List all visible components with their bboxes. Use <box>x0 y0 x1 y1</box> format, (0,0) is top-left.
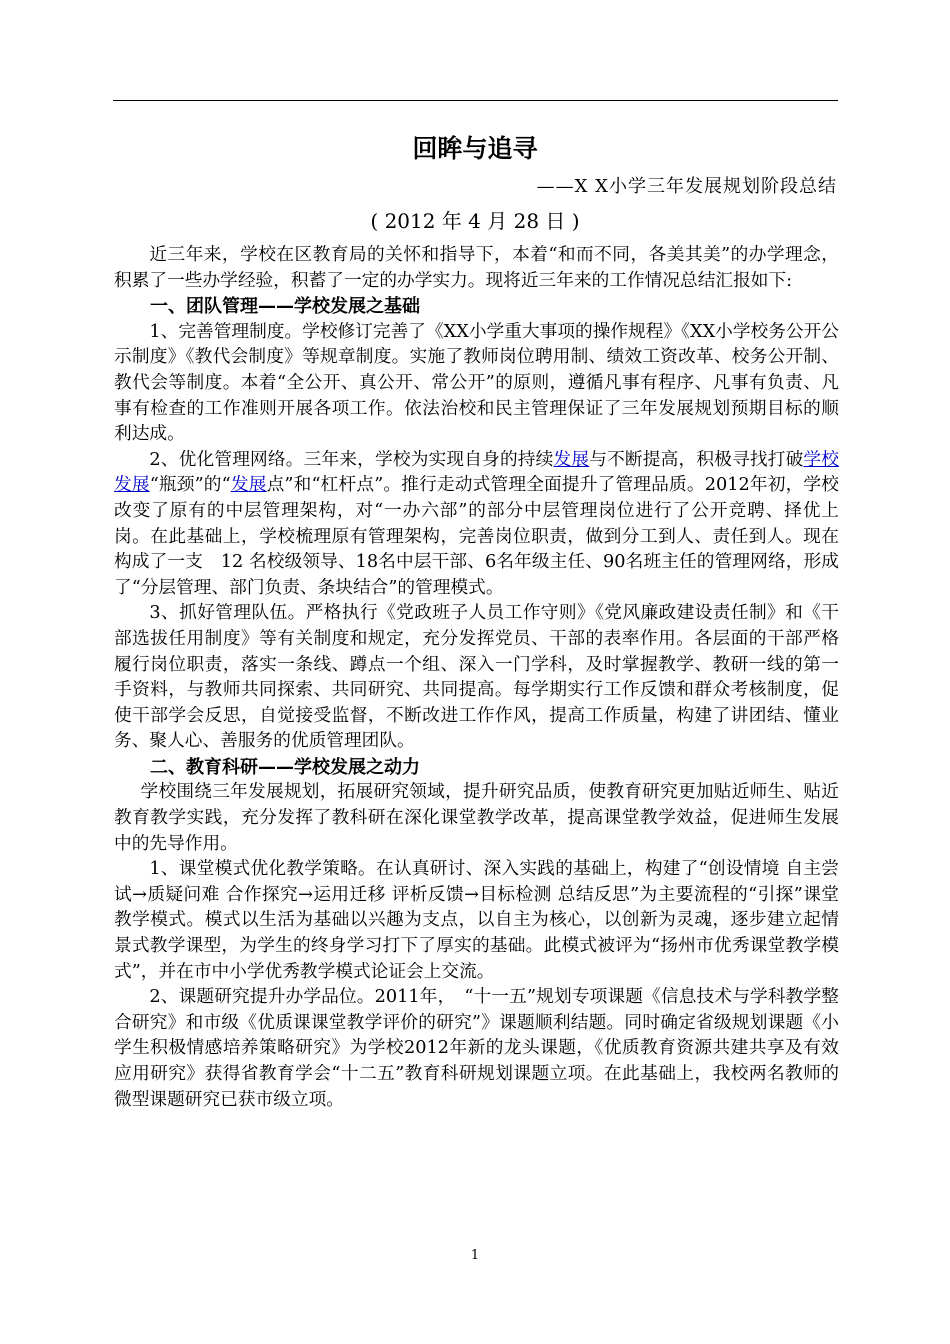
text-span: 点”和“杠杆点”。推行走动式管理全面提升了管理品质。2012年初，学校改变了原有的中层管理架构，对“一办六部”的部分中层管理岗位进行了公开竞聘、择优上岗。在此基础上，学校梳理原有管理架构，完善岗位职责，做到分工到人、责任到人。现在构成了一支 12 名校级领导、18名中层干部、6名年级主任、90名班主任的管理网络，形成了“分层管理、部门负责、条块结合”的管理模式。 <box>114 475 839 598</box>
paragraph-2-1: 1、课堂模式优化教学策略。在认真研讨、深入实践的基础上，构建了“创设情境 自主尝试→质疑问难 合作探究→运用迁移 评析反馈→目标检测 总结反思”为主要流程的“引探”课堂教学模式。模式以生活为基础以兴趣为支点，以自主为核心，以创新为灵魂，逐步建立起情景式教学课型，为学生的终身学习打下了厚实的基础。此模式被评为“扬州市优秀课堂教学模式”，并在市中小学优秀教学模式论证会上交流。 <box>114 859 839 982</box>
section-heading-2: 二、教育科研——学校发展之动力 <box>150 756 420 778</box>
document-body <box>114 243 839 1113</box>
link-development-point[interactable]: 发展 <box>230 475 267 496</box>
link-school-development[interactable]: 学校发展 <box>114 449 839 496</box>
document-date: ( 2012 年 4 月 28 日 ) <box>370 209 580 233</box>
intro-paragraph: 近三年来，学校在区教育局的关怀和指导下，本着“和而不同，各美其美”的办学理念，积累了一些办学经验，积蓄了一定的办学实力。现将近三年来的工作情况总结汇报如下: <box>114 245 839 291</box>
paragraph-1-2 <box>114 448 839 602</box>
text-span: “瓶颈”的“ <box>149 475 231 496</box>
document-subtitle: ——X X小学三年发展规划阶段总结 <box>536 176 837 197</box>
link-development[interactable]: 发展 <box>553 449 590 470</box>
text-span: 与不断提高，积极寻找打破 <box>589 449 804 470</box>
text-span: 2、优化管理网络。三年来，学校为实现自身的持续 <box>149 449 554 470</box>
paragraph-1-3: 3、抓好管理队伍。严格执行《党政班子人员工作守则》《党风廉政建设责任制》和《干部选拔任用制度》等有关制度和规定，充分发挥党员、干部的表率作用。各层面的干部严格履行岗位职责，落实一条线、蹲点一个组、深入一门学科，及时掌握教学、教研一线的第一手资料，与教师共同探索、共同研究、共同提高。每学期实行工作反馈和群众考核制度，促使干部学会反思，自觉接受监督，不断改进工作作风，提高工作质量，构建了讲团结、懂业务、聚人心、善服务的优质管理团队。 <box>114 603 839 752</box>
paragraph-2-intro: 学校围绕三年发展规划，拓展研究领域，提升研究品质，使教育研究更加贴近师生、贴近教育教学实践，充分发挥了教科研在深化课堂教学改革，提高课堂教学效益，促进师生发展中的先导作用。 <box>114 782 839 854</box>
header-rule <box>113 100 838 101</box>
page-number: 1 <box>470 1248 480 1263</box>
document-title: 回眸与追寻 <box>412 134 538 163</box>
section-heading-1: 一、团队管理——学校发展之基础 <box>150 296 420 318</box>
paragraph-1-1: 1、完善管理制度。学校修订完善了《XX小学重大事项的操作规程》《XX小学校务公开公示制度》《教代会制度》等规章制度。实施了教师岗位聘用制、绩效工资改革、校务公开制、教代会等制度。本着“全公开、真公开、常公开”的原则，遵循凡事有程序、凡事有负责、凡事有检查的工作准则开展各项工作。依法治校和民主管理保证了三年发展规划预期目标的顺利达成。 <box>114 321 839 445</box>
paragraph-2-2: 2、课题研究提升办学品位。2011年， “十一五”规划专项课题《信息技术与学科教学整合研究》和市级《优质课课堂教学评价的研究”》课题顺利结题。同时确定省级规划课题《小学生积极情感培养策略研究》为学校2012年新的龙头课题，《优质教育资源共建共享及有效应用研究》获得省教育学会“十二五”教育科研规划课题立项。在此基础上，我校两名教师的微型课题研究已获市级立项。 <box>114 987 839 1110</box>
